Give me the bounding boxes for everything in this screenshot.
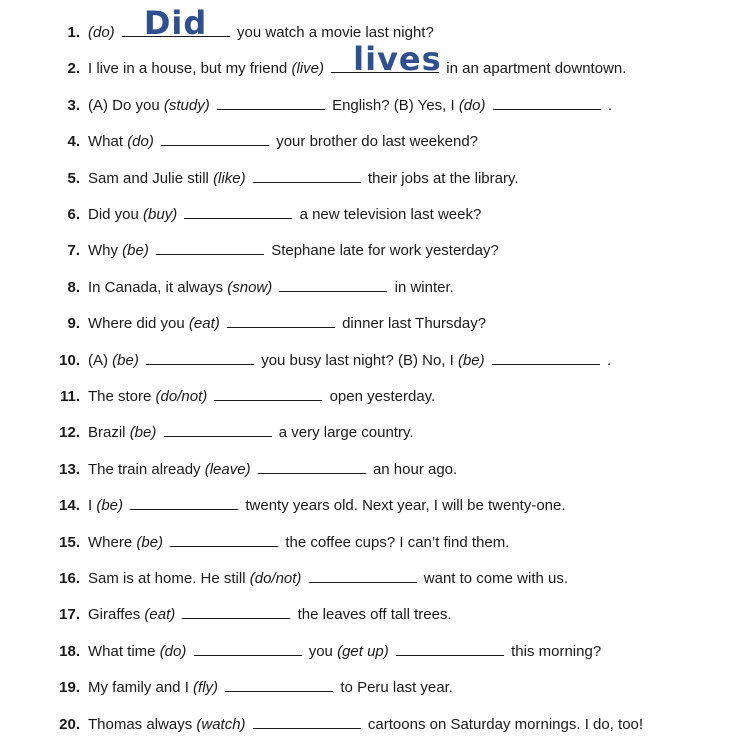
- question-number: 17.: [59, 606, 80, 624]
- question-number: 2.: [67, 60, 80, 78]
- sentence-text: this morning?: [511, 642, 602, 660]
- answer-blank[interactable]: [164, 421, 272, 437]
- question-row: [0, 602, 748, 628]
- question-row: [0, 238, 748, 264]
- sentence-text: twenty years old. Next year, I will be twenty-one.: [245, 497, 566, 515]
- question-row: [0, 712, 748, 738]
- question-text: [88, 639, 601, 665]
- sentence-text: in an apartment downtown.: [446, 60, 627, 78]
- question-number: 14.: [59, 497, 80, 515]
- question-text: [88, 712, 643, 738]
- question-number: 12.: [59, 424, 80, 442]
- question-row: [0, 639, 748, 665]
- answer-blank[interactable]: [279, 276, 387, 292]
- verb-hint: (do): [88, 24, 115, 41]
- answer-blank[interactable]: [493, 94, 601, 110]
- question-row: [0, 493, 748, 519]
- sentence-text: Sam is at home. He still: [88, 570, 246, 587]
- answer-blank[interactable]: [194, 640, 302, 656]
- question-row: [0, 311, 748, 337]
- sentence-text: in winter.: [394, 278, 454, 296]
- answer-blank[interactable]: [396, 640, 504, 656]
- sentence-text: (A) Do you: [88, 96, 160, 114]
- question-number: 9.: [67, 315, 80, 333]
- question-text: [88, 166, 519, 192]
- sentence-text: your brother do last weekend?: [276, 133, 479, 151]
- sentence-text: My family and I: [88, 679, 189, 697]
- question-row: [0, 166, 748, 192]
- sentence-text: you: [308, 642, 333, 660]
- sentence-text: you busy last night? (B) No, I: [261, 351, 454, 369]
- answer-blank[interactable]: [182, 603, 290, 619]
- sentence-text: Did you: [88, 206, 139, 223]
- sentence-text: want to come with us.: [423, 570, 569, 587]
- answer-blank[interactable]: [253, 167, 361, 183]
- question-text: [88, 275, 454, 301]
- verb-hint: (be): [129, 424, 157, 442]
- sentence-text: Brazil: [88, 424, 126, 442]
- handwritten-answer: lives: [353, 40, 442, 79]
- verb-hint: (be): [457, 351, 485, 369]
- verb-hint: (be): [122, 242, 149, 260]
- question-number: 3.: [67, 96, 80, 114]
- verb-hint: (be): [136, 533, 164, 551]
- question-number: 5.: [67, 169, 80, 187]
- answer-blank[interactable]: [170, 531, 278, 547]
- sentence-text: Thomas always: [88, 715, 193, 733]
- sentence-text: dinner last Thursday?: [342, 315, 487, 333]
- answer-blank[interactable]: [227, 312, 335, 328]
- sentence-text: Giraffes: [88, 606, 141, 624]
- verb-hint: (do): [127, 133, 154, 151]
- question-row: [0, 129, 748, 155]
- question-row: [0, 384, 748, 410]
- answer-blank[interactable]: [161, 130, 269, 146]
- question-text: [88, 129, 478, 155]
- sentence-text: The train already: [88, 460, 201, 478]
- verb-hint: (eat): [144, 606, 176, 624]
- question-text: [88, 566, 568, 592]
- verb-hint: (study): [163, 96, 210, 114]
- answer-blank[interactable]: [217, 94, 325, 110]
- question-number: 10.: [59, 351, 80, 369]
- sentence-text: (A): [88, 351, 108, 369]
- sentence-text: Where did you: [88, 315, 185, 333]
- answer-blank[interactable]: [492, 349, 600, 365]
- question-text: [88, 457, 457, 483]
- question-text: [88, 602, 452, 628]
- verb-hint: (do/not): [155, 388, 208, 405]
- question-row: [0, 530, 748, 556]
- question-row: [0, 275, 748, 301]
- verb-hint: (buy): [143, 206, 178, 223]
- question-text: [88, 311, 486, 337]
- verb-hint: (fly): [193, 679, 219, 697]
- question-row: [0, 420, 748, 446]
- verb-hint: (live): [291, 60, 324, 78]
- question-row: [0, 40, 748, 82]
- verb-hint: (get up): [337, 642, 389, 660]
- sentence-text: English? (B) Yes, I: [332, 96, 455, 114]
- sentence-text: What: [88, 133, 124, 151]
- question-text: [88, 384, 435, 410]
- sentence-text: .: [607, 96, 613, 114]
- question-text: [88, 40, 627, 82]
- verb-hint: (eat): [188, 315, 220, 333]
- question-number: 16.: [59, 570, 80, 587]
- answer-blank[interactable]: [122, 4, 230, 42]
- question-number: 15.: [59, 533, 80, 551]
- verb-hint: (be): [112, 351, 139, 369]
- answer-blank[interactable]: [156, 239, 264, 255]
- sentence-text: I: [88, 497, 93, 515]
- question-row: [0, 93, 748, 119]
- answer-blank[interactable]: [309, 567, 417, 583]
- sentence-text: Where: [88, 533, 133, 551]
- question-row: [0, 202, 748, 228]
- sentence-text: a new television last week?: [299, 206, 482, 223]
- question-text: [88, 675, 453, 701]
- question-number: 11.: [59, 388, 80, 405]
- question-text: [88, 202, 481, 228]
- sentence-text: Sam and Julie still: [88, 169, 209, 187]
- sentence-text: to Peru last year.: [340, 679, 453, 697]
- sentence-text: open yesterday.: [329, 388, 436, 405]
- sentence-text: The store: [88, 388, 152, 405]
- sentence-text: an hour ago.: [372, 460, 458, 478]
- answer-blank[interactable]: [258, 458, 366, 474]
- answer-blank[interactable]: [253, 713, 361, 729]
- answer-blank[interactable]: [146, 349, 254, 365]
- sentence-text: .: [607, 351, 612, 369]
- sentence-text: In Canada, it always: [88, 278, 224, 296]
- verb-hint: (do): [159, 642, 187, 660]
- sentence-text: Why: [88, 242, 118, 260]
- sentence-text: Stephane late for work yesterday?: [271, 242, 499, 260]
- question-number: 18.: [59, 642, 80, 660]
- question-text: [88, 238, 499, 264]
- sentence-text: their jobs at the library.: [367, 169, 519, 187]
- sentence-text: the leaves off tall trees.: [297, 606, 452, 624]
- verb-hint: (leave): [204, 460, 251, 478]
- verb-hint: (like): [213, 169, 246, 187]
- sentence-text: a very large country.: [278, 424, 414, 442]
- question-row: [0, 675, 748, 701]
- question-number: 1.: [67, 24, 80, 41]
- question-text: [88, 348, 611, 374]
- question-number: 6.: [67, 206, 80, 223]
- sentence-text: cartoons on Saturday mornings. I do, too!: [367, 715, 644, 733]
- question-number: 19.: [59, 679, 80, 697]
- sentence-text: you watch a movie last night?: [237, 24, 434, 41]
- question-row: [0, 566, 748, 592]
- sentence-text: the coffee cups? I can’t find them.: [285, 533, 510, 551]
- question-text: [88, 493, 566, 519]
- question-text: [88, 530, 509, 556]
- answer-blank[interactable]: [331, 40, 442, 79]
- answer-blank[interactable]: [225, 676, 333, 692]
- question-number: 13.: [59, 460, 80, 478]
- verb-hint: (watch): [196, 715, 246, 733]
- sentence-text: I live in a house, but my friend: [88, 60, 288, 78]
- verb-hint: (do/not): [249, 570, 302, 587]
- question-number: 7.: [67, 242, 80, 260]
- sentence-text: What time: [88, 642, 156, 660]
- question-row: [0, 348, 748, 374]
- verb-hint: (do): [458, 96, 486, 114]
- question-row: [0, 457, 748, 483]
- verb-hint: (be): [96, 497, 124, 515]
- question-text: [88, 93, 612, 119]
- verb-hint: (snow): [227, 278, 273, 296]
- question-number: 4.: [67, 133, 80, 151]
- answer-blank[interactable]: [184, 203, 292, 219]
- handwritten-answer: Did: [143, 4, 208, 42]
- question-text: [88, 420, 414, 446]
- question-number: 8.: [67, 278, 80, 296]
- question-number: 20.: [59, 715, 80, 733]
- answer-blank[interactable]: [130, 494, 238, 510]
- answer-blank[interactable]: [214, 385, 322, 401]
